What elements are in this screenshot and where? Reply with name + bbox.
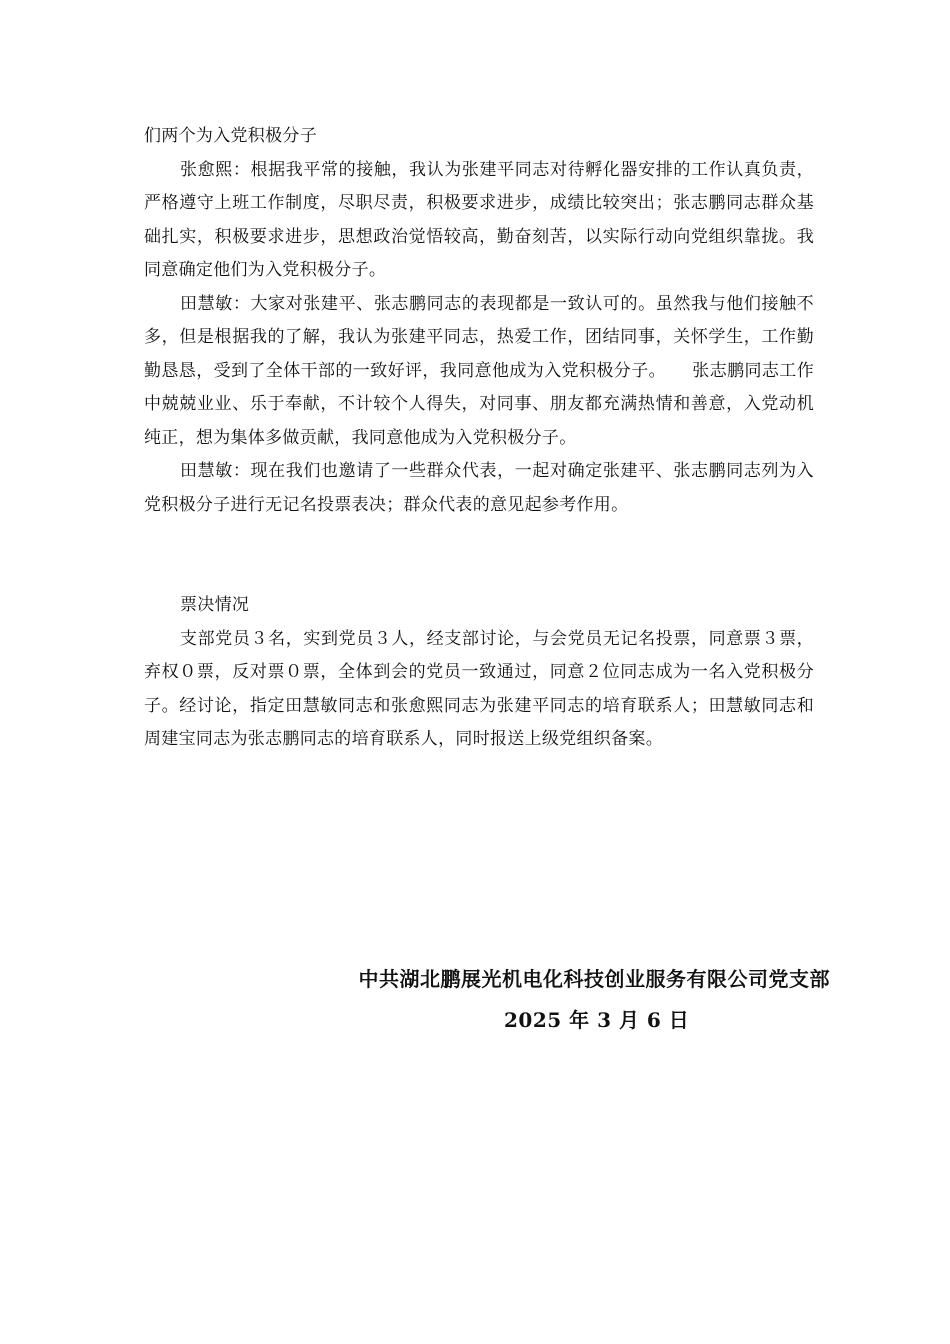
document-body [144,120,814,757]
spacer [144,522,814,589]
signature-date: 2025 年 3 月 6 日 [504,1008,690,1032]
paragraph-zhang-yuxi: 张愈熙：根据我平常的接触，我认为张建平同志对待孵化器安排的工作认真负责，严格遵守上班工作制度，尽职尽责，积极要求进步，成绩比较突出；张志鹏同志群众基础扎实，积极要求进步，思想政治觉悟较高，勤奋刻苦，以实际行动向党组织靠拢。我同意确定他们为入党积极分子。 [144,159,814,280]
signature-organization: 中共湖北鹏展光机电化科技创业服务有限公司党支部 [358,967,830,991]
paragraph-continuation: 们两个为入党积极分子 [144,126,317,146]
vote-paragraph: 支部党员３名，实到党员３人，经支部讨论，与会党员无记名投票，同意票３票，弃权０票，反对票０票，全体到会的党员一致通过，同意２位同志成为一名入党积极分子。经讨论，指定田慧敏同志和张愈熙同志为张建平同志的培育联系人；田慧敏同志和周建宝同志为张志鹏同志的培育联系人，同时报送上级党组织备案。 [144,628,814,749]
paragraph-tian-huimin-1: 田慧敏：大家对张建平、张志鹏同志的表现都是一致认可的。虽然我与他们接触不多，但是根据我的了解，我认为张建平同志，热爱工作，团结同事，关怀学生，工作勤勤恳恳，受到了全体干部的一致好评，我同意他成为入党积极分子。 张志鹏同志工作中兢兢业业、乐于奉献，不计较个人得失，对同事、朋友都充满热情和善意，入党动机纯正，想为集体多做贡献，我同意他成为入党积极分子。 [144,293,814,448]
paragraph-tian-huimin-2: 田慧敏：现在我们也邀请了一些群众代表，一起对确定张建平、张志鹏同志列为入党积极分子进行无记名投票表决；群众代表的意见起参考作用。 [144,461,814,515]
vote-heading: 票决情况 [180,595,250,615]
